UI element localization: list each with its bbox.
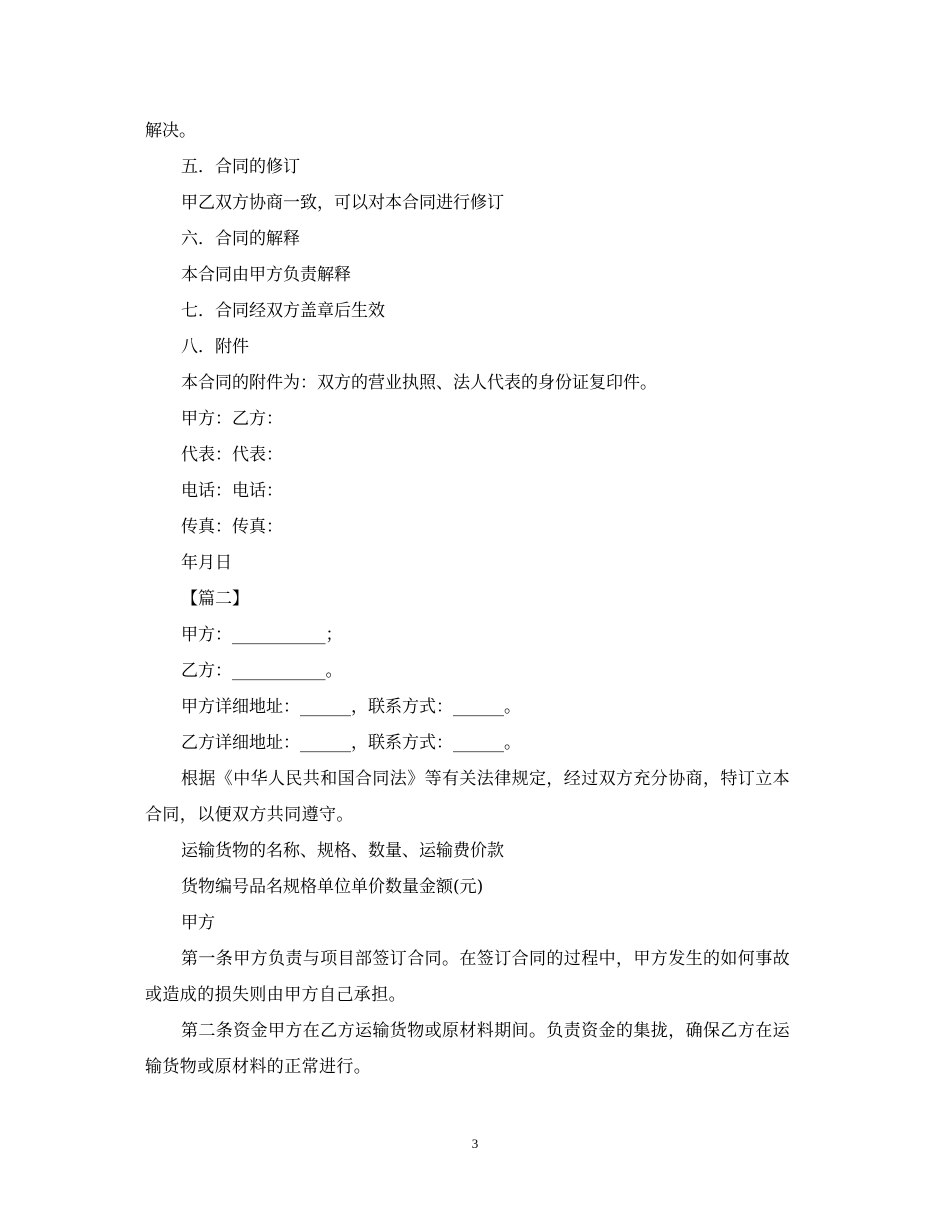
paragraph-resolution-end: 解决。 xyxy=(145,121,196,141)
signature-phone-line: 电话：电话： xyxy=(181,481,283,501)
paragraph-cargo-description: 运输货物的名称、规格、数量、运输费价款 xyxy=(181,841,504,861)
heading-contract-effective: 七．合同经双方盖章后生效 xyxy=(181,301,385,321)
party-a-line: 甲方：___________； xyxy=(181,625,343,645)
signature-date-line: 年月日 xyxy=(181,553,232,573)
party-b-address-line: 乙方详细地址：______，联系方式：______。 xyxy=(181,733,521,753)
heading-contract-interpretation: 六．合同的解释 xyxy=(181,229,300,249)
paragraph-legal-basis: 根据《中华人民共和国合同法》等有关法律规定，经过双方充分协商，特订立本合同，以便双方共同遵守。 xyxy=(145,769,790,825)
heading-contract-amendment: 五．合同的修订 xyxy=(181,157,300,177)
paragraph-article-two: 第二条资金甲方在乙方运输货物或原材料期间。负责资金的集拢，确保乙方在运输货物或原材料的正常进行。 xyxy=(145,1021,790,1077)
document-body xyxy=(145,113,805,1085)
page-number: 3 xyxy=(471,1136,479,1151)
party-b-line: 乙方：___________。 xyxy=(181,661,343,681)
party-a-address-line: 甲方详细地址：______，联系方式：______。 xyxy=(181,697,521,717)
heading-party-a: 甲方 xyxy=(181,913,215,933)
heading-attachments: 八．附件 xyxy=(181,337,249,357)
paragraph-cargo-table-header: 货物编号品名规格单位单价数量金额(元) xyxy=(181,877,484,897)
paragraph-interpretation-clause: 本合同由甲方负责解释 xyxy=(181,265,351,285)
signature-representative-line: 代表：代表： xyxy=(181,445,283,465)
paragraph-attachments-clause: 本合同的附件为：双方的营业执照、法人代表的身份证复印件。 xyxy=(181,373,657,393)
paragraph-article-one: 第一条甲方负责与项目部签订合同。在签订合同的过程中，甲方发生的如何事故或造成的损失则由甲方自己承担。 xyxy=(145,949,790,1005)
paragraph-amendment-clause: 甲乙双方协商一致，可以对本合同进行修订 xyxy=(181,193,504,213)
signature-parties-line: 甲方：乙方： xyxy=(181,409,283,429)
section-heading-part-two: 【篇二】 xyxy=(181,589,249,609)
signature-fax-line: 传真：传真： xyxy=(181,517,283,537)
